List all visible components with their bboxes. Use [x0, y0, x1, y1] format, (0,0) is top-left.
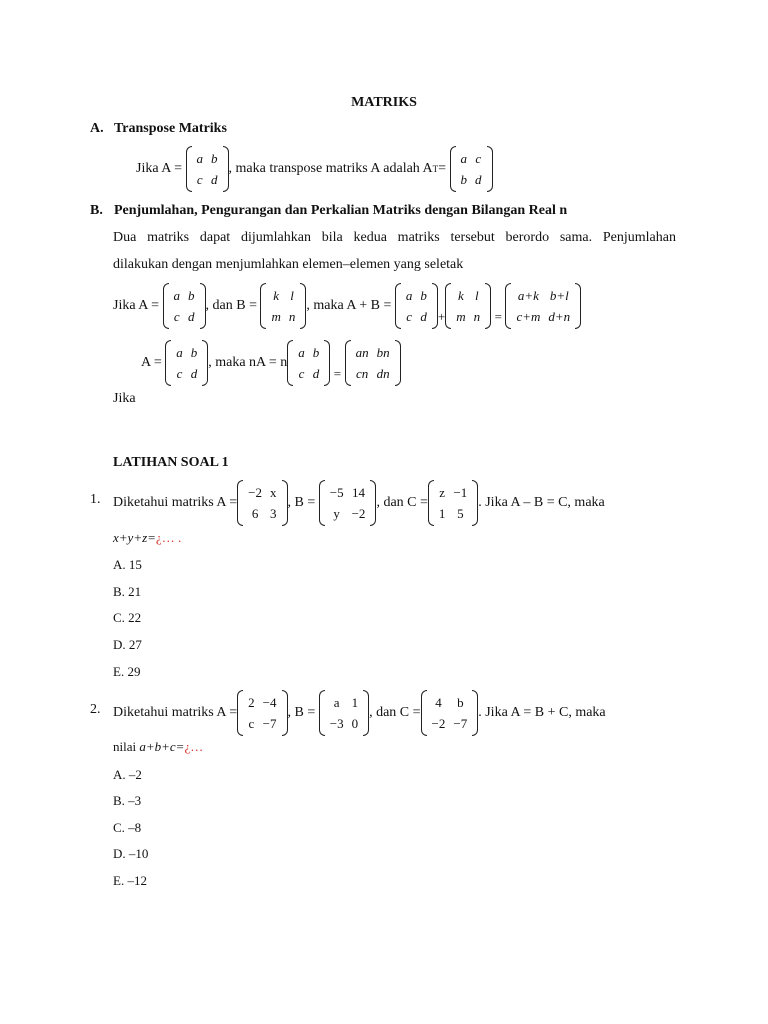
page-title: MATRIKS	[351, 95, 417, 110]
bracket-left	[237, 480, 243, 526]
matrix-cell: −2	[351, 506, 366, 521]
matrix-cell: b	[211, 151, 218, 166]
matrix-cell: 1	[351, 695, 359, 710]
matrix-cell: c	[173, 309, 180, 324]
matrix-cell: dn	[376, 366, 390, 381]
matrix-cell: a	[460, 151, 468, 166]
matrix-na	[345, 340, 401, 386]
matrix-cell: 4	[435, 695, 442, 710]
matrix-a-sum	[163, 283, 206, 329]
matrix-cell: c	[176, 366, 183, 381]
matrix-cell: 6	[251, 506, 259, 521]
section-b-label: B.	[90, 203, 103, 218]
q1-expr: x+y+z=	[113, 530, 156, 545]
question-1-text-d: . Jika A – B = C, maka	[478, 495, 605, 510]
matrix-cell: l	[290, 288, 294, 303]
section-b-title: Penjumlahan, Pengurangan dan Perkalian Matriks dengan Bilangan Real n	[114, 203, 568, 218]
q2-dots: …	[190, 739, 204, 754]
q1-question-glyph: ¿	[155, 530, 162, 545]
matrix-cell: 3	[270, 506, 277, 521]
scalar-text-1: A =	[141, 355, 162, 370]
matrix-a-scalar-2	[287, 340, 330, 386]
section-b-paragraph-2: dilakukan dengan menjumlahkan elemen–elemen yang seletak	[113, 257, 464, 272]
matrix-cell: −2	[431, 716, 446, 731]
q2-option-a[interactable]: A. –2	[113, 767, 142, 782]
q1-matrix-b	[319, 480, 377, 526]
scalar-line	[141, 340, 401, 386]
matrix-cell: a	[333, 695, 340, 710]
bracket-left	[186, 146, 192, 192]
question-1-line	[113, 480, 605, 526]
matrix-cell: a+k	[517, 288, 539, 303]
matrix-cell: 0	[351, 716, 359, 731]
equals-sign: =	[494, 309, 502, 324]
question-1-text-a: Diketahui matriks A =	[113, 495, 238, 510]
matrix-cell: d	[420, 309, 427, 324]
bracket-right	[485, 283, 491, 329]
bracket-left	[165, 340, 171, 386]
question-2-line	[113, 690, 606, 736]
matrix-cell: l	[475, 288, 479, 303]
matrix-cell: c	[475, 151, 482, 166]
matrix-cell: m	[456, 309, 466, 324]
sum-line	[113, 283, 581, 329]
q2-option-c[interactable]: C. –8	[113, 820, 142, 835]
q2-nilai: nilai	[113, 739, 140, 754]
question-1-text-b: , B =	[287, 495, 316, 510]
matrix-cell: b	[188, 288, 195, 303]
sum-text-1: Jika A =	[113, 298, 160, 313]
matrix-cell: 1	[438, 506, 446, 521]
q2-option-d[interactable]: D. –10	[113, 846, 149, 861]
question-2-number: 2.	[90, 702, 101, 717]
q1-matrix-c	[428, 480, 478, 526]
matrix-cell: c	[196, 172, 203, 187]
question-2-text-c: , dan C =	[369, 705, 421, 720]
bracket-left	[319, 480, 325, 526]
matrix-at	[450, 146, 493, 192]
matrix-cell: −7	[262, 716, 277, 731]
matrix-cell: c	[406, 309, 413, 324]
q1-option-c[interactable]: C. 22	[113, 610, 142, 625]
question-2-text-a: Diketahui matriks A =	[113, 705, 238, 720]
matrix-cell: −2	[248, 485, 263, 500]
bracket-left	[428, 480, 434, 526]
matrix-cell: d	[190, 366, 198, 381]
question-2-text-d: . Jika A = B + C, maka	[478, 705, 606, 720]
matrix-cell: c	[248, 716, 255, 731]
matrix-cell: b	[457, 695, 464, 710]
matrix-cell: −7	[453, 716, 468, 731]
matrix-cell: −5	[329, 485, 344, 500]
q2-option-e[interactable]: E. –12	[113, 873, 147, 888]
bracket-left	[260, 283, 266, 329]
matrix-cell: a	[176, 345, 183, 360]
transpose-text-1: Jika A =	[136, 161, 183, 176]
matrix-cell: a	[196, 151, 204, 166]
section-a-title: Transpose Matriks	[114, 121, 227, 136]
q2-matrix-a	[237, 690, 287, 736]
bracket-right	[324, 340, 330, 386]
scalar-text-2: , maka nA = n	[208, 355, 288, 370]
matrix-cell: z	[439, 485, 446, 500]
matrix-cell: −3	[329, 716, 344, 731]
question-1-text-c: , dan C =	[376, 495, 428, 510]
bracket-left	[395, 283, 401, 329]
transpose-text-2: , maka transpose matriks A adalah A	[228, 161, 433, 176]
q1-option-a[interactable]: A. 15	[113, 557, 142, 572]
exercise-title: LATIHAN SOAL 1	[113, 455, 229, 470]
matrix-cell: k	[458, 288, 464, 303]
matrix-cell: c	[298, 366, 305, 381]
scalar-equals: =	[333, 366, 342, 381]
matrix-cell: a	[405, 288, 413, 303]
matrix-cell: y	[333, 506, 340, 521]
matrix-cell: b	[420, 288, 427, 303]
matrix-cell: a	[298, 345, 305, 360]
matrix-cell: x	[270, 485, 277, 500]
bracket-left	[505, 283, 511, 329]
bracket-left	[237, 690, 243, 736]
bracket-left	[421, 690, 427, 736]
jika-text: Jika	[113, 391, 136, 406]
bracket-right	[575, 283, 581, 329]
matrix-cell: b	[460, 172, 468, 187]
q1-matrix-a	[237, 480, 287, 526]
matrix-cell: a	[173, 288, 181, 303]
bracket-right	[395, 340, 401, 386]
matrix-cell: d	[475, 172, 482, 187]
sum-text-2: , dan B =	[205, 298, 257, 313]
q1-option-d[interactable]: D. 27	[113, 637, 142, 652]
matrix-cell: m	[271, 309, 281, 324]
matrix-cell: b	[190, 345, 198, 360]
matrix-cell: d	[188, 309, 195, 324]
matrix-cell: b	[312, 345, 320, 360]
matrix-cell: d	[312, 366, 320, 381]
bracket-left	[450, 146, 456, 192]
matrix-cell: n	[473, 309, 481, 324]
bracket-left	[345, 340, 351, 386]
transpose-text-3: =	[438, 161, 447, 176]
matrix-a-scalar	[165, 340, 208, 386]
matrix-cell: c+m	[516, 309, 541, 324]
sum-text-3: , maka A + B =	[306, 298, 392, 313]
plus-sign: +	[437, 309, 446, 324]
matrix-cell: 14	[352, 485, 366, 500]
bracket-right	[487, 146, 493, 192]
matrix-cell: 2	[248, 695, 255, 710]
matrix-cell: cn	[356, 366, 369, 381]
matrix-cell: b+l	[549, 288, 569, 303]
q2-expr: a+b+c=	[139, 739, 185, 754]
matrix-sum-result	[505, 283, 581, 329]
transpose-line	[136, 146, 493, 192]
matrix-cell: bn	[376, 345, 390, 360]
matrix-cell: −4	[262, 695, 277, 710]
question-1-expression	[113, 530, 181, 546]
matrix-b	[260, 283, 306, 329]
bracket-left	[163, 283, 169, 329]
q2-question-glyph: ¿	[184, 739, 191, 754]
matrix-a	[186, 146, 229, 192]
question-2-expression	[113, 739, 203, 755]
q2-option-b[interactable]: B. –3	[113, 793, 142, 808]
matrix-a-sum-2	[395, 283, 438, 329]
matrix-cell: d	[211, 172, 218, 187]
q1-option-e[interactable]: E. 29	[113, 664, 141, 679]
q2-matrix-c	[421, 690, 479, 736]
matrix-cell: d+n	[548, 309, 571, 324]
section-a-label: A.	[90, 121, 104, 136]
matrix-cell: −1	[453, 485, 468, 500]
bracket-left	[319, 690, 325, 736]
transpose-sup: T	[432, 164, 439, 174]
matrix-cell: an	[355, 345, 369, 360]
q1-option-b[interactable]: B. 21	[113, 584, 142, 599]
q1-dots: … .	[161, 530, 182, 545]
q2-matrix-b	[319, 690, 369, 736]
bracket-left	[287, 340, 293, 386]
question-1-number: 1.	[90, 492, 101, 507]
section-b-paragraph-1: Dua matriks dapat dijumlahkan bila kedua matriks tersebut berordo sama. Penjumlahan	[113, 230, 676, 245]
matrix-cell: k	[273, 288, 280, 303]
question-2-text-b: , B =	[287, 705, 316, 720]
matrix-b-sum-2	[445, 283, 491, 329]
matrix-cell: n	[288, 309, 296, 324]
bracket-left	[445, 283, 451, 329]
matrix-cell: 5	[457, 506, 464, 521]
